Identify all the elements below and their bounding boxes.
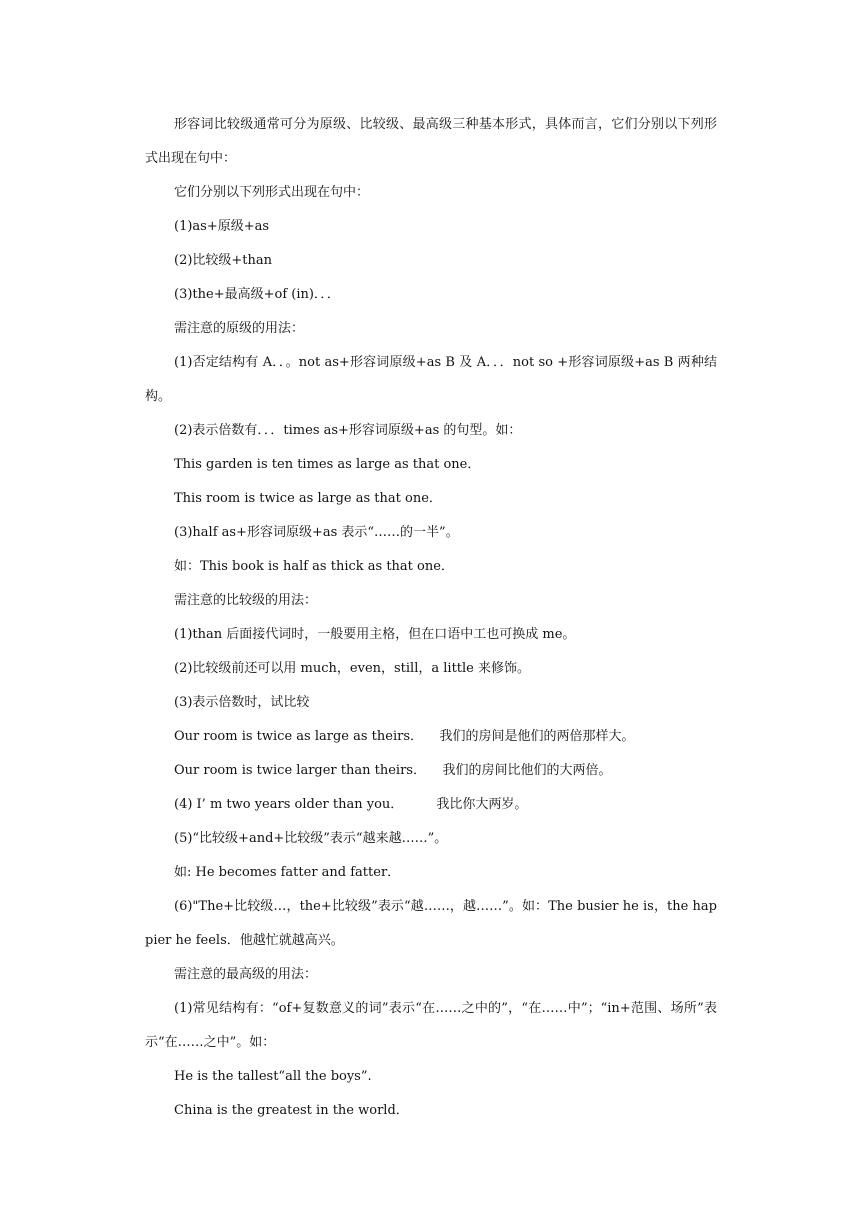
paragraph-forms-intro: 它们分别以下列形式出现在句中： [174, 185, 370, 200]
paragraph-positive-2: (2)表示倍数有．．．times as+形容词原级+as 的句型。如： [174, 423, 522, 438]
paragraph-positive-3: (3)half as+形容词原级+as 表示“……的一半”。 [174, 525, 459, 540]
paragraph-form-3: (3)the+最高级+of (in)．．． [174, 287, 340, 302]
example-room: This room is twice as large as that one． [174, 491, 442, 506]
example-fatter: 如: He becomes fatter and fatter． [174, 865, 401, 880]
paragraph-intro: 形容词比较级通常可分为原级、比较级、最高级三种基本形式，具体而言，它们分别以下列形式出现在句中： [145, 117, 717, 166]
heading-superlative-usage: 需注意的最高级的用法： [174, 967, 318, 982]
paragraph-comparative-5: (5)“比较级+and+比较级”表示“越来越……”。 [174, 831, 448, 846]
paragraph-positive-1: (1)否定结构有 A．．。not as+形容词原级+as B 及 A．．．not so +形容词原级+as B 两种结构。 [145, 355, 717, 404]
paragraph-comparative-6: (6)"The+比较级…，the+比较级”表示“越……，越……”。如：The busier he is，the happier he feels．他越忙就越高兴。 [145, 899, 717, 948]
example-greatest: China is the greatest in the world． [174, 1103, 409, 1118]
example-twice-as-large: Our room is twice as large as theirs． 我们的房间是他们的两倍那样大。 [174, 729, 635, 744]
paragraph-comparative-4: (4) I’ m two years older than you． 我比你大两岁。 [174, 797, 528, 812]
document-body [145, 108, 717, 1128]
paragraph-comparative-3: (3)表示倍数时，试比较 [174, 695, 310, 710]
example-tallest: He is the tallest“all the boys”. [174, 1069, 372, 1084]
paragraph-form-2: (2)比较级+than [174, 253, 273, 268]
example-twice-larger: Our room is twice larger than theirs． 我们的房间比他们的大两倍。 [174, 763, 612, 778]
heading-positive-usage: 需注意的原级的用法： [174, 321, 305, 336]
paragraph-comparative-1: (1)than 后面接代词时，一般要用主格，但在口语中工也可换成 me。 [174, 627, 576, 642]
heading-comparative-usage: 需注意的比较级的用法： [174, 593, 318, 608]
paragraph-comparative-2: (2)比较级前还可以用 much，even，still，a little 来修饰。 [174, 661, 531, 676]
paragraph-form-1: (1)as+原级+as [174, 219, 270, 234]
example-garden: This garden is ten times as large as that one． [174, 457, 481, 472]
paragraph-superlative-1: (1)常见结构有：“of+复数意义的词”表示“在……之中的”，“在……中”；“in+范围、场所”表示“在……之中”。如： [145, 1001, 717, 1050]
example-book: 如：This book is half as thick as that one． [174, 559, 454, 574]
